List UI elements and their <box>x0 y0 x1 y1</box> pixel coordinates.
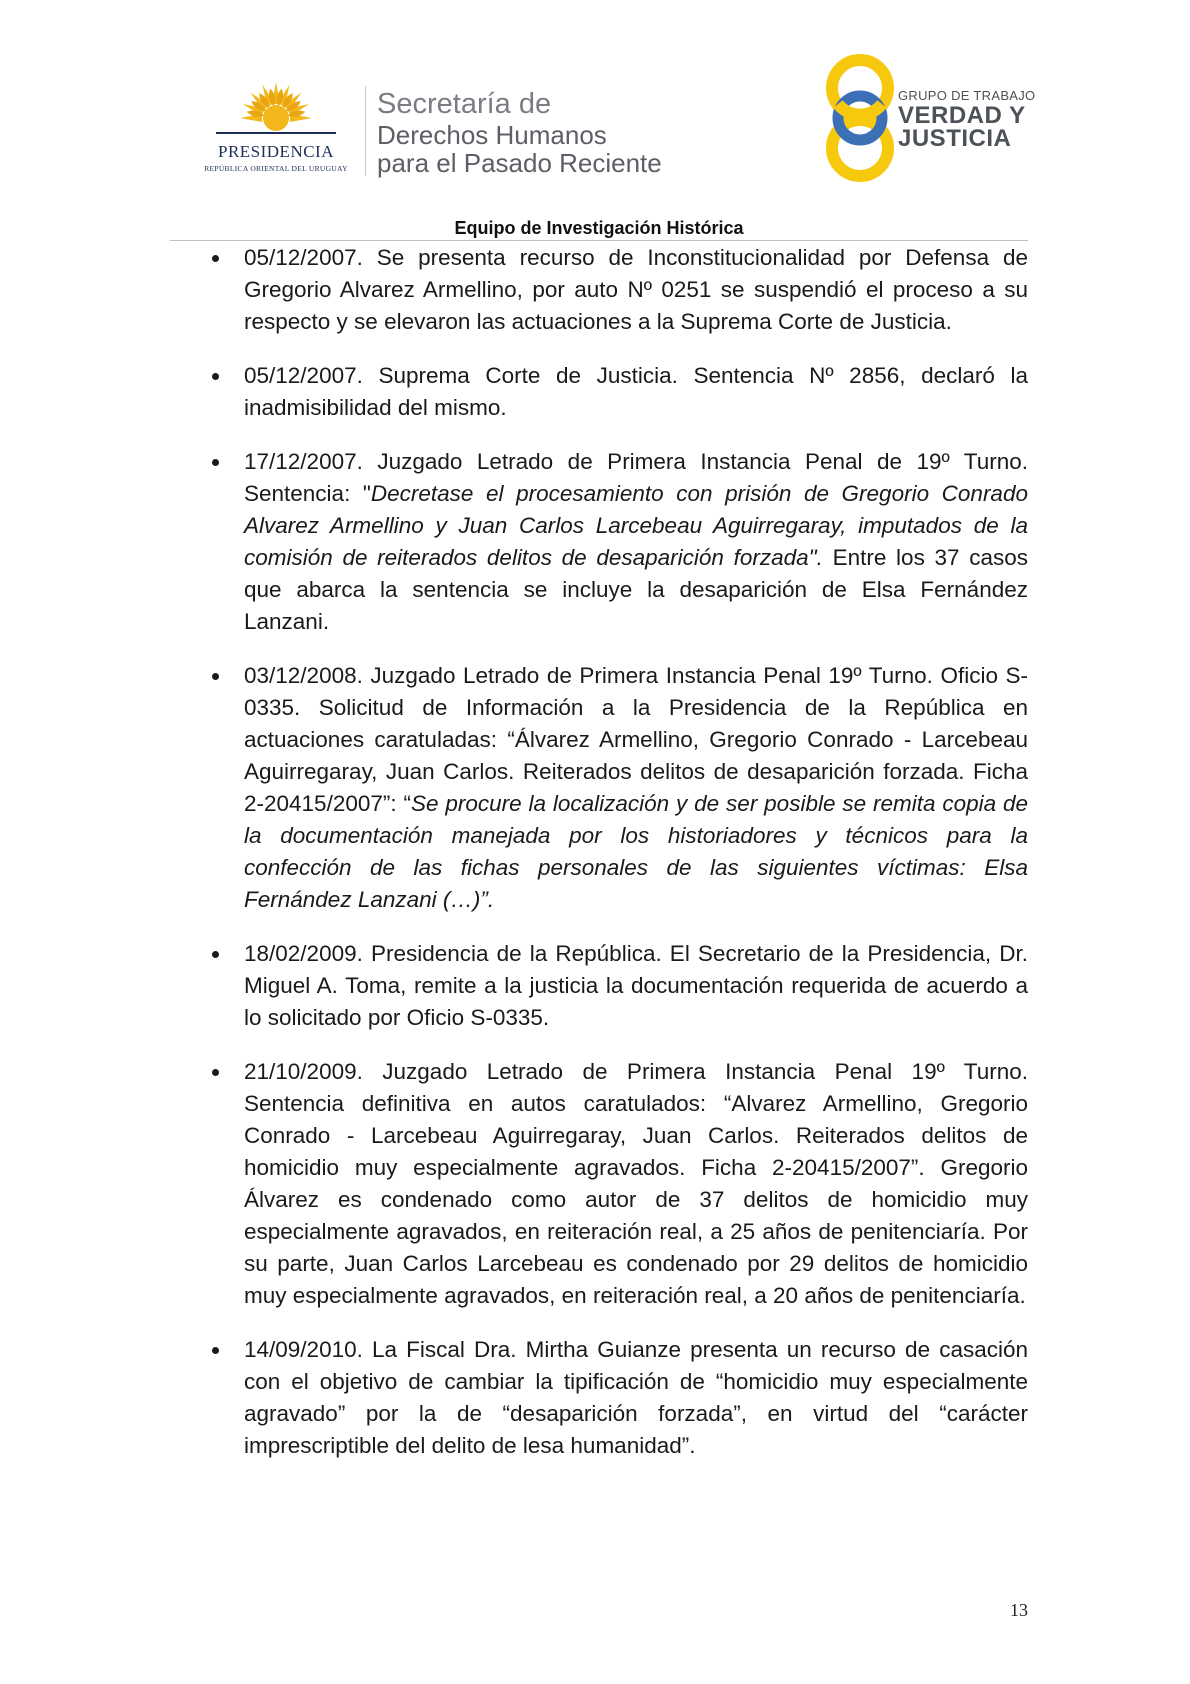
list-item <box>170 938 1028 1034</box>
bullet-icon <box>212 673 219 680</box>
secretaria-title-line3: para el Pasado Reciente <box>377 148 662 178</box>
secretaria-title-line1: Secretaría de <box>377 88 552 120</box>
secretaria-title-line2: Derechos Humanos <box>377 120 607 150</box>
entry-quote: Se procure la localización y de ser posible se remita copia de la documentación manejada por los historiadores y técnicos para la confección de las fichas personales de las siguientes víctimas: Elsa Fernández Lanzani (…)”. <box>244 791 1028 912</box>
verdad-justicia-rings-logo <box>820 54 900 182</box>
entry-lead: 03/12/2008. Juzgado Letrado de Primera Instancia Penal 19º Turno. Oficio S-0335. Solicitud de Información a la Presidencia de la República en actuaciones caratuladas: “Álvarez Armellino, Gregorio Conrado - Larcebeau Aguirregaray, Juan Carlos. Reiterados delitos de desaparición forzada. Ficha 2-20415/2007”: “ <box>244 663 1028 816</box>
bullet-icon <box>212 459 219 466</box>
bullet-icon <box>212 255 219 262</box>
page-header <box>0 0 1190 215</box>
section-title: Equipo de Investigación Histórica <box>454 218 744 238</box>
list-item <box>170 446 1028 638</box>
verdad-label: VERDAD Y <box>898 102 1026 129</box>
list-item <box>170 1056 1028 1312</box>
entry-quote: Decretase el procesamiento con prisión de Gregorio Conrado Alvarez Armellino y Juan Carlos Larcebeau Aguirregaray, imputados de la comisión de reiterados delitos de desaparición forzada". <box>244 481 1028 570</box>
page-number: 13 <box>1010 1600 1028 1620</box>
logo-divider <box>365 86 366 176</box>
list-item <box>170 1334 1028 1462</box>
list-item <box>170 660 1028 916</box>
presidencia-name: PRESIDENCIA <box>217 142 334 161</box>
list-item <box>170 360 1028 424</box>
entry-lead: 17/12/2007. Juzgado Letrado de Primera Instancia Penal de 19º Turno. Sentencia: " <box>244 449 1028 506</box>
entry-text: 14/09/2010. La Fiscal Dra. Mirtha Guianze presenta un recurso de casación con el objetivo de cambiar la tipificación de “homicidio muy especialmente agravado” por la de “desaparición forzada”, en virtud del “carácter imprescriptible del delito de lesa humanidad”. <box>244 1337 1028 1458</box>
header-rule <box>170 240 1028 241</box>
entry-text: 05/12/2007. Se presenta recurso de Inconstitucionalidad por Defensa de Gregorio Alvarez Armellino, por auto Nº 0251 se suspendió el proceso a su respecto y se elevaron las actuaciones a la Suprema Corte de Justicia. <box>244 245 1028 334</box>
grupo-de-trabajo-label: GRUPO DE TRABAJO <box>898 88 1036 103</box>
entry-text: 18/02/2009. Presidencia de la República. El Secretario de la Presidencia, Dr. Miguel A. Toma, remite a la justicia la documentación requerida de acuerdo a lo solicitado por Oficio S-0335. <box>244 941 1028 1030</box>
list-item <box>170 242 1028 338</box>
presidencia-subtitle: REPÚBLICA ORIENTAL DEL URUGUAY <box>204 164 348 173</box>
presidencia-sun-logo <box>196 78 356 178</box>
chronology-list <box>170 242 1028 1484</box>
entry-text: 05/12/2007. Suprema Corte de Justicia. Sentencia Nº 2856, declaró la inadmisibilidad del mismo. <box>244 363 1028 420</box>
bullet-icon <box>212 951 219 958</box>
entry-tail: Entre los 37 casos que abarca la sentencia se incluye la desaparición de Elsa Fernández Lanzani. <box>244 545 1028 634</box>
bullet-icon <box>212 373 219 380</box>
bullet-icon <box>212 1069 219 1076</box>
justicia-label: JUSTICIA <box>898 125 1012 152</box>
bullet-icon <box>212 1347 219 1354</box>
entry-text: 21/10/2009. Juzgado Letrado de Primera Instancia Penal 19º Turno. Sentencia definitiva en autos caratulados: “Alvarez Armellino, Gregorio Conrado - Larcebeau Aguirregaray, Juan Carlos. Reiterados delitos de homicidio muy especialmente agravados. Ficha 2-20415/2007”. Gregorio Álvarez es condenado como autor de 37 delitos de homicidio muy especialmente agravados, en reiteración real, a 25 años de penitenciaría. Por su parte, Juan Carlos Larcebeau es condenado por 29 delitos de homicidio muy especialmente agravados, en reiteración real, a 20 años de penitenciaría. <box>244 1059 1028 1308</box>
